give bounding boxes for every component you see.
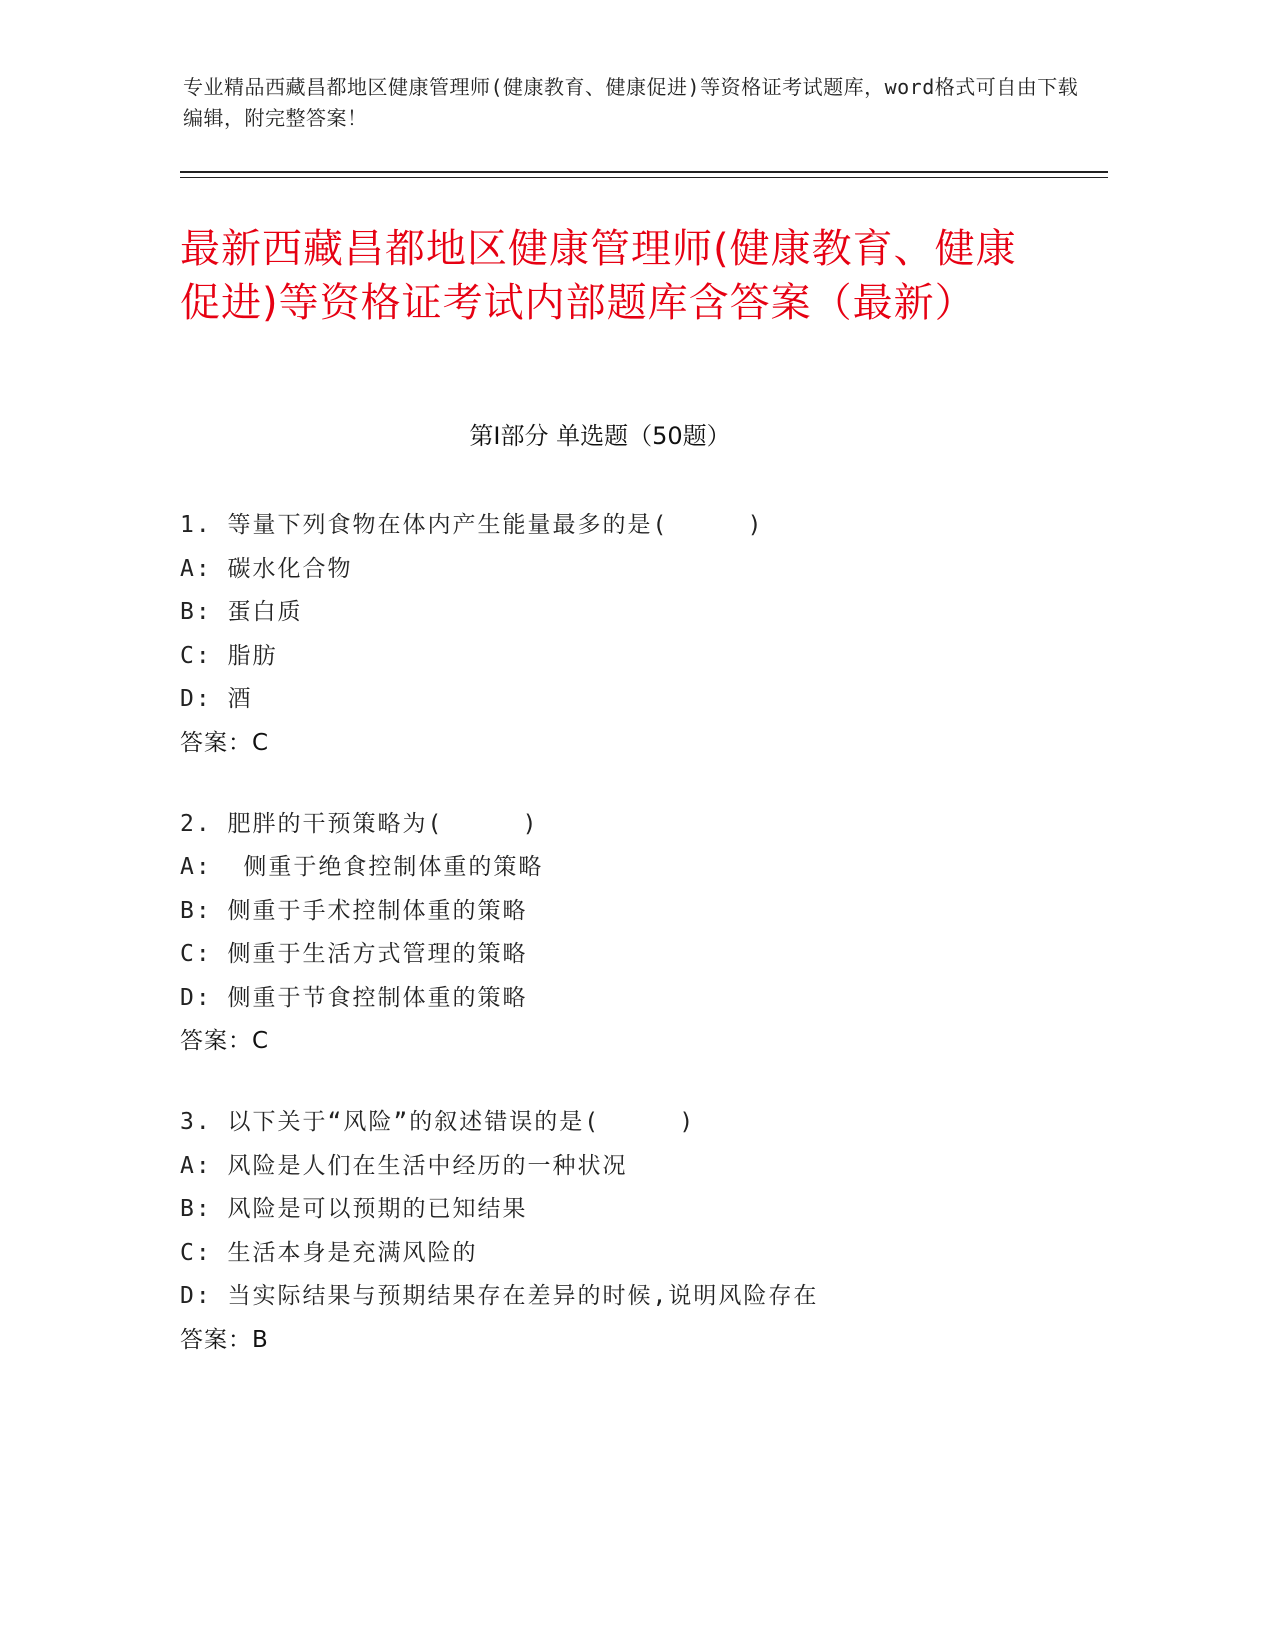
option-c: C: 侧重于生活方式管理的策略 [180, 941, 528, 967]
question-stem: 1. 等量下列食物在体内产生能量最多的是( ) [180, 512, 764, 538]
option-a: A: 侧重于绝食控制体重的策略 [180, 854, 544, 880]
option-d: D: 当实际结果与预期结果存在差异的时候,说明风险存在 [180, 1283, 819, 1309]
question-3 [180, 1105, 1080, 1366]
option-d: D: 酒 [180, 686, 253, 712]
answer-line: 答案：B [180, 1326, 269, 1353]
option-b: B: 风险是可以预期的已知结果 [180, 1196, 528, 1222]
option-c: C: 脂肪 [180, 642, 278, 669]
option-d: D: 侧重于节食控制体重的策略 [180, 984, 528, 1011]
question-2 [180, 807, 1080, 1068]
option-b: B: 侧重于手术控制体重的策略 [180, 897, 528, 924]
question-stem: 3. 以下关于“风险”的叙述错误的是( ) [180, 1109, 696, 1135]
header-divider-thick [180, 171, 1108, 173]
option-c: C: 生活本身是充满风险的 [180, 1239, 478, 1266]
intro-text: 专业精品西藏昌都地区健康管理师(健康教育、健康促进)等资格证考试题库，word格式可自由下载编辑，附完整答案！ [183, 75, 1079, 130]
answer-line: 答案：C [180, 729, 270, 756]
document-title: 最新西藏昌都地区健康管理师(健康教育、健康促进)等资格证考试内部题库含答案（最新） [180, 226, 1017, 326]
option-a: A: 风险是人们在生活中经历的一种状况 [180, 1152, 628, 1179]
section-heading: 第Ⅰ部分 单选题（50题） [469, 422, 731, 450]
question-1 [180, 508, 1080, 769]
header-divider-thin [180, 177, 1108, 178]
option-b: B: 蛋白质 [180, 599, 303, 625]
option-a: A: 碳水化合物 [180, 555, 353, 582]
question-list [180, 508, 1080, 1404]
answer-line: 答案：C [180, 1028, 270, 1054]
question-stem: 2. 肥胖的干预策略为( ) [180, 810, 539, 837]
